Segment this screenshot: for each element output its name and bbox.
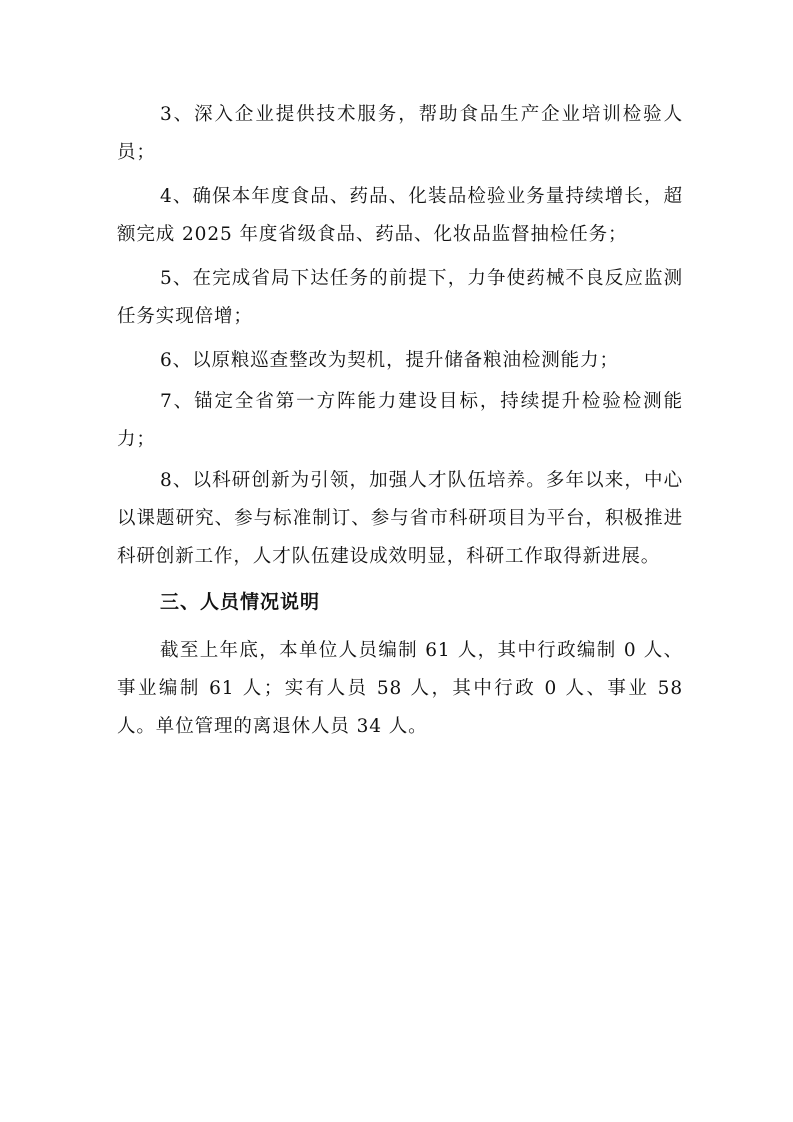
- document-body: [117, 96, 683, 752]
- list-item-3: 3、深入企业提供技术服务，帮助食品生产企业培训检验人员；: [117, 104, 683, 163]
- list-item-7: 7、锚定全省第一方阵能力建设目标，持续提升检验检测能力；: [117, 391, 683, 450]
- section-heading-staff: 三、人员情况说明: [160, 591, 321, 613]
- list-item-5: 5、在完成省局下达任务的前提下，力争使药械不良反应监测任务实现倍增；: [117, 268, 683, 327]
- list-item-6: 6、以原粮巡查整改为契机，提升储备粮油检测能力；: [160, 350, 619, 371]
- staff-paragraph: 截至上年底，本单位人员编制 61 人，其中行政编制 0 人、事业编制 61 人；实有人员 58 人，其中行政 0 人、事业 58 人。单位管理的离退休人员 34 人。: [117, 640, 683, 737]
- list-item-8: 8、以科研创新为引领，加强人才队伍培养。多年以来，中心以课题研究、参与标准制订、参与省市科研项目为平台，积极推进科研创新工作，人才队伍建设成效明显，科研工作取得新进展。: [117, 470, 683, 567]
- list-item-4: 4、确保本年度食品、药品、化装品检验业务量持续增长，超额完成 2025 年度省级食品、药品、化妆品监督抽检任务；: [117, 186, 683, 245]
